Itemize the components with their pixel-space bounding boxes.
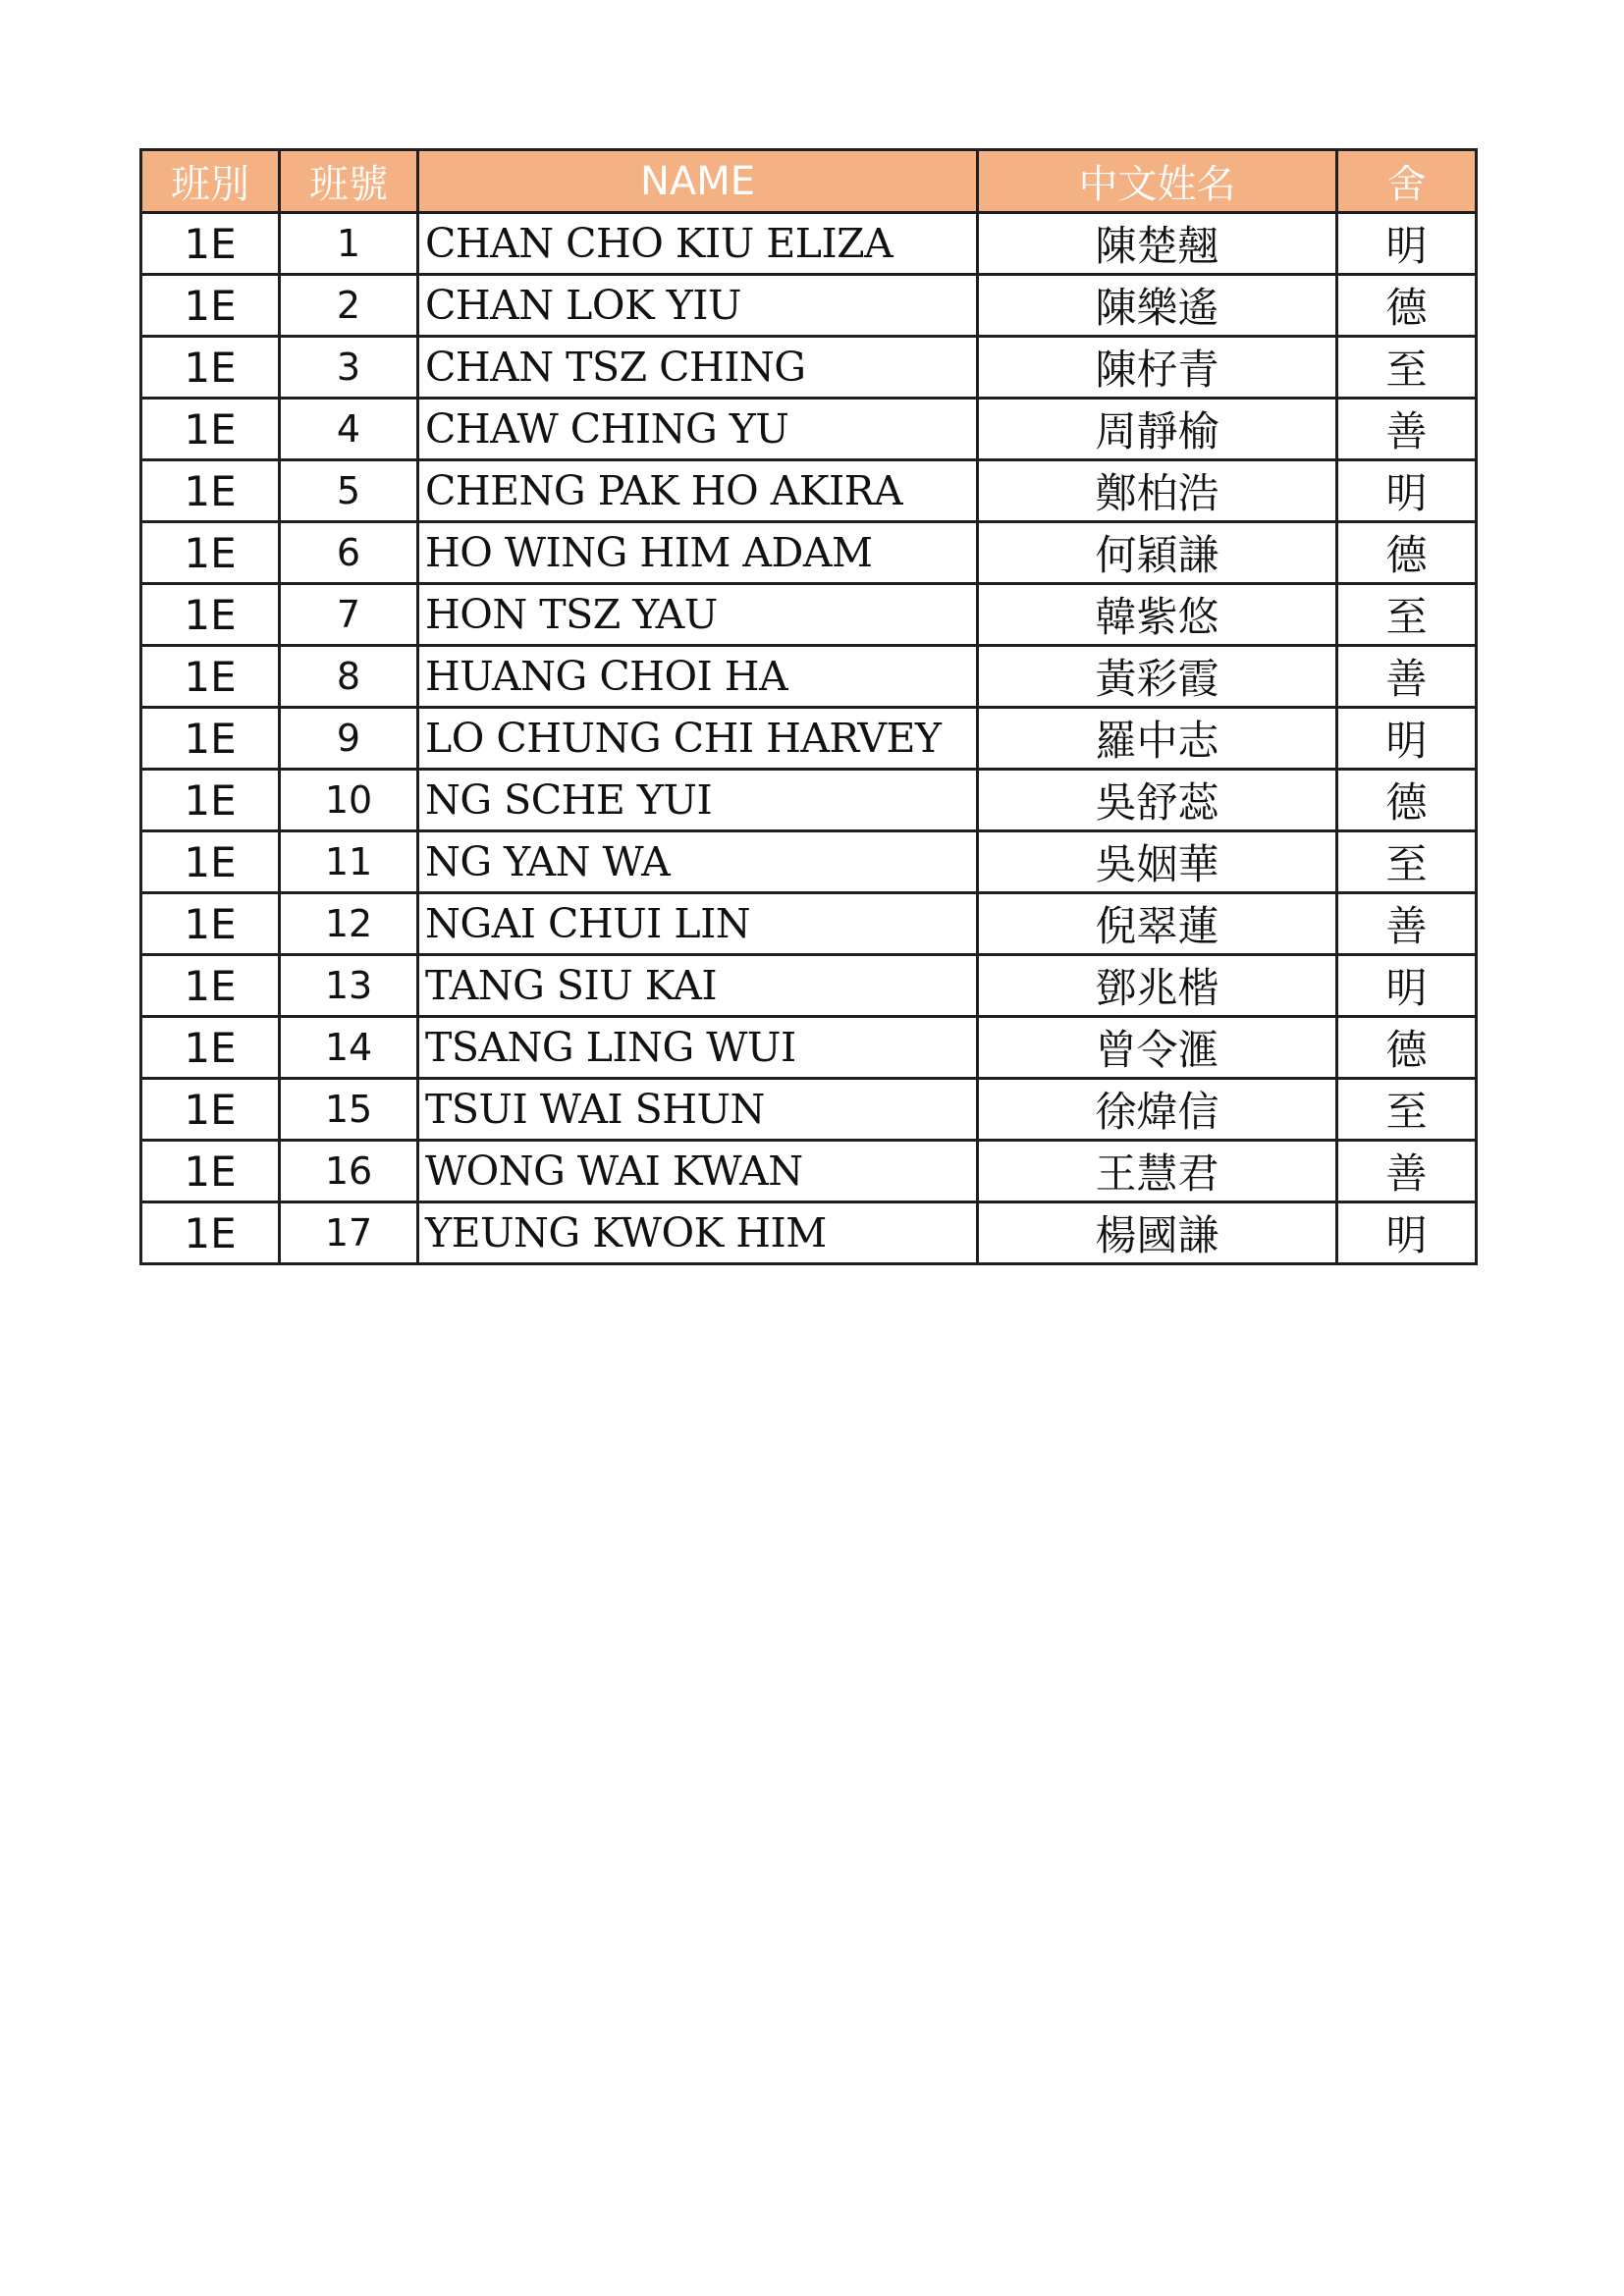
- cell-chinese-name: 鄭柏浩: [978, 460, 1337, 522]
- cell-number: 16: [280, 1141, 418, 1202]
- cell-chinese-name: 曾令滙: [978, 1017, 1337, 1079]
- cell-chinese-name: 鄧兆楷: [978, 955, 1337, 1017]
- cell-number: 7: [280, 584, 418, 646]
- cell-chinese-name: 王慧君: [978, 1141, 1337, 1202]
- table-row: [141, 522, 1477, 584]
- cell-class: 1E: [141, 831, 280, 893]
- cell-house: 明: [1337, 213, 1477, 275]
- table-row: [141, 1017, 1477, 1079]
- cell-house: 至: [1337, 584, 1477, 646]
- cell-name: YEUNG KWOK HIM: [418, 1202, 978, 1264]
- cell-class: 1E: [141, 770, 280, 831]
- cell-class: 1E: [141, 460, 280, 522]
- class-roster-table: [139, 148, 1478, 1265]
- cell-number: 8: [280, 646, 418, 708]
- cell-chinese-name: 倪翠蓮: [978, 893, 1337, 955]
- cell-house: 明: [1337, 1202, 1477, 1264]
- cell-house: 善: [1337, 646, 1477, 708]
- table-row: [141, 1079, 1477, 1141]
- cell-house: 至: [1337, 1079, 1477, 1141]
- cell-name: CHAN LOK YIU: [418, 275, 978, 337]
- cell-name: HON TSZ YAU: [418, 584, 978, 646]
- table-row: [141, 893, 1477, 955]
- table-row: [141, 708, 1477, 770]
- cell-chinese-name: 何穎謙: [978, 522, 1337, 584]
- cell-house: 至: [1337, 337, 1477, 399]
- cell-class: 1E: [141, 708, 280, 770]
- cell-class: 1E: [141, 1017, 280, 1079]
- table-header: [141, 150, 1477, 213]
- cell-chinese-name: 楊國謙: [978, 1202, 1337, 1264]
- cell-number: 15: [280, 1079, 418, 1141]
- table-row: [141, 1202, 1477, 1264]
- cell-number: 17: [280, 1202, 418, 1264]
- table-row: [141, 399, 1477, 460]
- cell-house: 德: [1337, 522, 1477, 584]
- cell-name: LO CHUNG CHI HARVEY: [418, 708, 978, 770]
- header-class: 班別: [141, 150, 280, 213]
- cell-name: HO WING HIM ADAM: [418, 522, 978, 584]
- header-number: 班號: [280, 150, 418, 213]
- cell-number: 5: [280, 460, 418, 522]
- cell-class: 1E: [141, 275, 280, 337]
- cell-number: 1: [280, 213, 418, 275]
- cell-name: TANG SIU KAI: [418, 955, 978, 1017]
- table-row: [141, 337, 1477, 399]
- cell-chinese-name: 陳杍青: [978, 337, 1337, 399]
- cell-number: 12: [280, 893, 418, 955]
- cell-number: 3: [280, 337, 418, 399]
- cell-name: NGAI CHUI LIN: [418, 893, 978, 955]
- cell-name: CHAW CHING YU: [418, 399, 978, 460]
- cell-chinese-name: 徐煒信: [978, 1079, 1337, 1141]
- cell-class: 1E: [141, 1141, 280, 1202]
- cell-chinese-name: 吳姻華: [978, 831, 1337, 893]
- cell-house: 明: [1337, 708, 1477, 770]
- cell-class: 1E: [141, 337, 280, 399]
- table-row: [141, 584, 1477, 646]
- cell-chinese-name: 陳楚翹: [978, 213, 1337, 275]
- table-row: [141, 213, 1477, 275]
- cell-name: TSUI WAI SHUN: [418, 1079, 978, 1141]
- cell-chinese-name: 韓紫悠: [978, 584, 1337, 646]
- cell-chinese-name: 周靜榆: [978, 399, 1337, 460]
- cell-name: WONG WAI KWAN: [418, 1141, 978, 1202]
- cell-house: 善: [1337, 399, 1477, 460]
- header-name: NAME: [418, 150, 978, 213]
- table-row: [141, 770, 1477, 831]
- cell-house: 德: [1337, 1017, 1477, 1079]
- cell-house: 明: [1337, 955, 1477, 1017]
- cell-number: 14: [280, 1017, 418, 1079]
- cell-house: 善: [1337, 893, 1477, 955]
- cell-number: 2: [280, 275, 418, 337]
- cell-house: 善: [1337, 1141, 1477, 1202]
- cell-class: 1E: [141, 584, 280, 646]
- cell-class: 1E: [141, 1202, 280, 1264]
- table-row: [141, 955, 1477, 1017]
- table-row: [141, 460, 1477, 522]
- cell-number: 9: [280, 708, 418, 770]
- cell-name: HUANG CHOI HA: [418, 646, 978, 708]
- cell-house: 德: [1337, 275, 1477, 337]
- cell-number: 13: [280, 955, 418, 1017]
- cell-class: 1E: [141, 955, 280, 1017]
- cell-house: 明: [1337, 460, 1477, 522]
- cell-house: 至: [1337, 831, 1477, 893]
- cell-chinese-name: 吳舒蕊: [978, 770, 1337, 831]
- cell-class: 1E: [141, 646, 280, 708]
- cell-chinese-name: 羅中志: [978, 708, 1337, 770]
- table-row: [141, 1141, 1477, 1202]
- cell-class: 1E: [141, 893, 280, 955]
- table-body: [141, 213, 1477, 1264]
- cell-name: NG SCHE YUI: [418, 770, 978, 831]
- cell-class: 1E: [141, 522, 280, 584]
- cell-number: 4: [280, 399, 418, 460]
- header-row: [141, 150, 1477, 213]
- header-house: 舍: [1337, 150, 1477, 213]
- cell-name: CHAN TSZ CHING: [418, 337, 978, 399]
- cell-house: 德: [1337, 770, 1477, 831]
- header-chinese-name: 中文姓名: [978, 150, 1337, 213]
- cell-class: 1E: [141, 399, 280, 460]
- cell-number: 10: [280, 770, 418, 831]
- cell-name: CHAN CHO KIU ELIZA: [418, 213, 978, 275]
- table-row: [141, 275, 1477, 337]
- table-row: [141, 646, 1477, 708]
- cell-number: 6: [280, 522, 418, 584]
- table-row: [141, 831, 1477, 893]
- cell-chinese-name: 陳樂遙: [978, 275, 1337, 337]
- cell-name: CHENG PAK HO AKIRA: [418, 460, 978, 522]
- cell-number: 11: [280, 831, 418, 893]
- cell-class: 1E: [141, 1079, 280, 1141]
- cell-name: TSANG LING WUI: [418, 1017, 978, 1079]
- cell-class: 1E: [141, 213, 280, 275]
- cell-chinese-name: 黃彩霞: [978, 646, 1337, 708]
- cell-name: NG YAN WA: [418, 831, 978, 893]
